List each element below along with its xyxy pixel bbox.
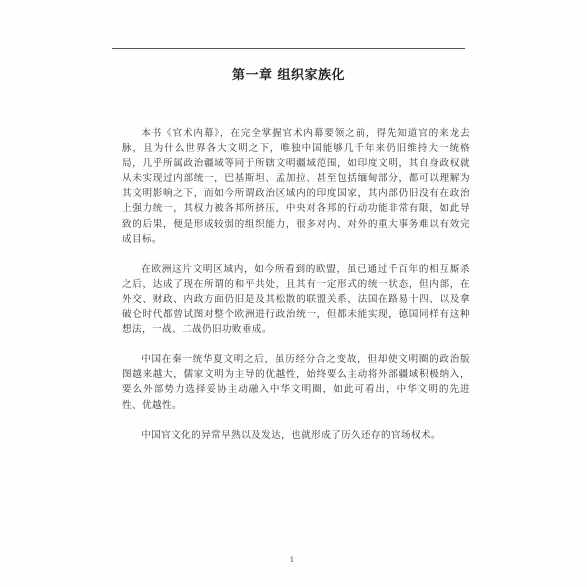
paragraph-1: 本书《官术内幕》，在完全掌握官术内幕要领之前，得先知道官的来龙去脉，且为什么世界各大文明之下，唯独中国能够几千年来仍旧维持大一统格局，几乎所属政治疆域等同于所辖文明疆域范围，如印度文明，其自身政权就从未实现过内部统一，巴基斯坦、孟加拉、甚至包括缅甸部分，都可以理解为其文明影响之下，而如今所谓政治区域内的印度国家，其内部仍旧没有在政治上强力统一，其权力被各邦所挤压，中央对各邦的行动功能非常有限，如此导致的后果，便是形成较弱的组织能力，很多对内、对外的重大事务难以有效完成目标。 [122, 128, 470, 245]
paragraph-4: 中国官文化的异常早熟以及发达，也就形成了历久还存的官场权术。 [141, 429, 441, 441]
paragraph-2: 在欧洲这片文明区域内，如今所看到的欧盟，虽已通过千百年的相互厮杀之后，达成了现在所谓的和平共处，且其有一定形式的统一状态，但内部，在外交、财政、内政方面仍旧是及其松散的联盟关系，法国在路易十四、以及拿破仑时代都曾试图对整个欧洲进行政治统一，但都未能实现，德国同样有这种想法，一战、二战仍旧功败垂成。 [122, 263, 470, 336]
body-text [122, 126, 470, 458]
paragraph-3: 中国在秦一统华夏文明之后，虽历经分合之变故，但却使文明圈的政治版图越来越大，儒家文明为主导的优越性，始终要么主动将外部疆域积极纳入，要么外部势力选择妥协主动融入中华文明圈，如此可看出，中华文明的先进性、优越性。 [122, 354, 470, 411]
chapter-title: 第一章 组织家族化 [231, 68, 346, 83]
page-number: 1 [289, 556, 295, 564]
header-rule [112, 48, 465, 49]
